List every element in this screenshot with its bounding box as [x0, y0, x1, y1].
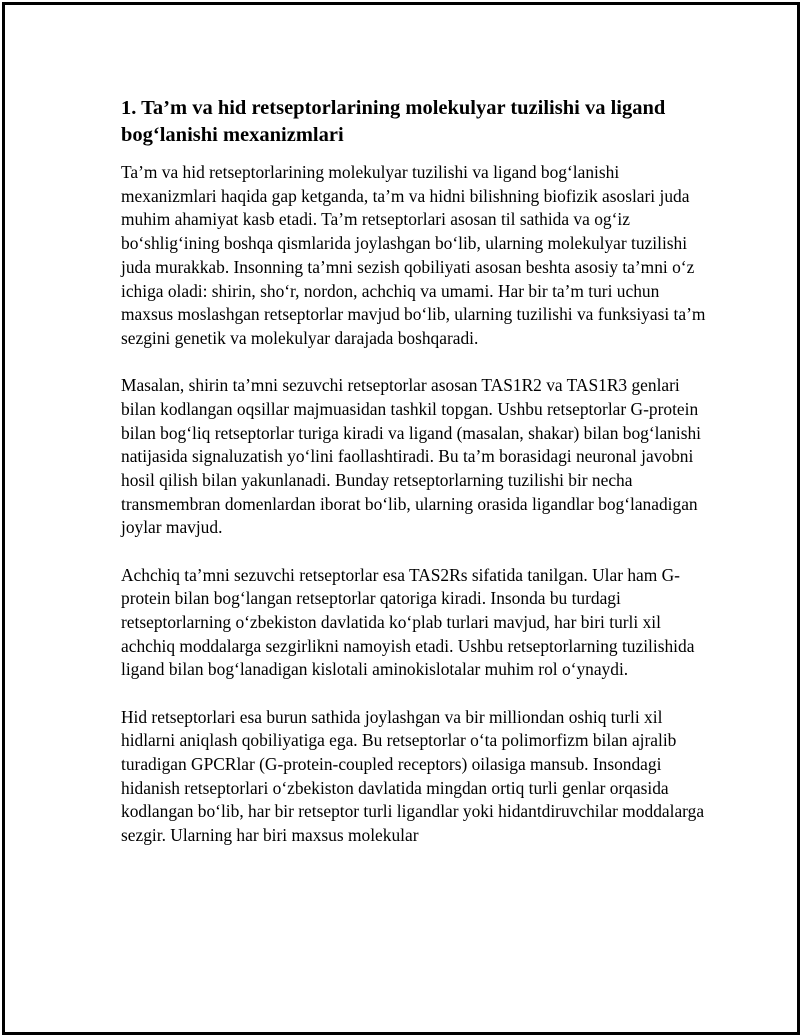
- paragraph-1: Ta’m va hid retseptorlarining molekulyar tuzilishi va ligand bog‘lanishi mexanizmlari haqida gap ketganda, ta’m va hidni bilishning biofizik asoslari juda muhim ahamiyat kasb etadi. Ta’m retseptorlari asosan til sathida va og‘iz bo‘shlig‘ining boshqa qismlarida joylashgan bo‘lib, ularning molekulyar tuzilishi juda murakkab. Insonning ta’mni sezish qobiliyati asosan beshta asosiy ta’mni o‘z ichiga oladi: shirin, sho‘r, nordon, achchiq va umami. Har bir ta’m turi uchun maxsus moslashgan retseptorlar mavjud bo‘lib, ularning tuzilishi va funksiyasi ta’m sezgini genetik va molekulyar darajada boshqaradi.: [121, 162, 706, 348]
- paragraph-3: Achchiq ta’mni sezuvchi retseptorlar esa TAS2Rs sifatida tanilgan. Ular ham G-protein bilan bog‘langan retseptorlar qatoriga kiradi. Insonda bu turdagi retseptorlarning o‘zbekiston davlatida ko‘plab turlari mavjud, har biri turli xil achchiq moddalarga sezgirlikni namoyish etadi. Ushbu retseptorlarning tuzilishida ligand bilan bog‘lanadigan kislotali aminokislotalar muhim rol o‘ynaydi.: [121, 564, 695, 680]
- section-heading: 1. Ta’m va hid retseptorlarining molekulyar tuzilishi va ligand bog‘lanishi mexanizmlari: [121, 97, 666, 146]
- paragraph-4: Hid retseptorlari esa burun sathida joylashgan va bir milliondan oshiq turli xil hidlarni aniqlash qobiliyatiga ega. Bu retseptorlar o‘ta polimorfizm bilan ajralib turadigan GPCRlar (G-protein-coupled receptors) oilasiga mansub. Insondagi hidanish retseptorlari o‘zbekiston davlatida mingdan ortiq turli genlar orqasida kodlangan bo‘lib, har bir retseptor turli ligandlar yoki hidantdiruvchilar moddalarga sezgir. Ularning har biri maxsus molekular: [121, 706, 705, 846]
- page-frame: [2, 2, 800, 1035]
- document-body: [121, 95, 706, 871]
- paragraph-2: Masalan, shirin ta’mni sezuvchi retseptorlar asosan TAS1R2 va TAS1R3 genlari bilan kodlangan oqsillar majmuasidan tashkil topgan. Ushbu retseptorlar G-protein bilan bog‘liq retseptorlar turiga kiradi va ligand (masalan, shakar) bilan bog‘lanishi natijasida signaluzatish yo‘lini faollashtiradi. Bu ta’m borasidagi neuronal javobni hosil qilish bilan yakunlanadi. Bunday retseptorlarning tuzilishi bir necha transmembran domenlardan iborat bo‘lib, ularning orasida ligandlar bog‘lanadigan joylar mavjud.: [121, 375, 701, 538]
